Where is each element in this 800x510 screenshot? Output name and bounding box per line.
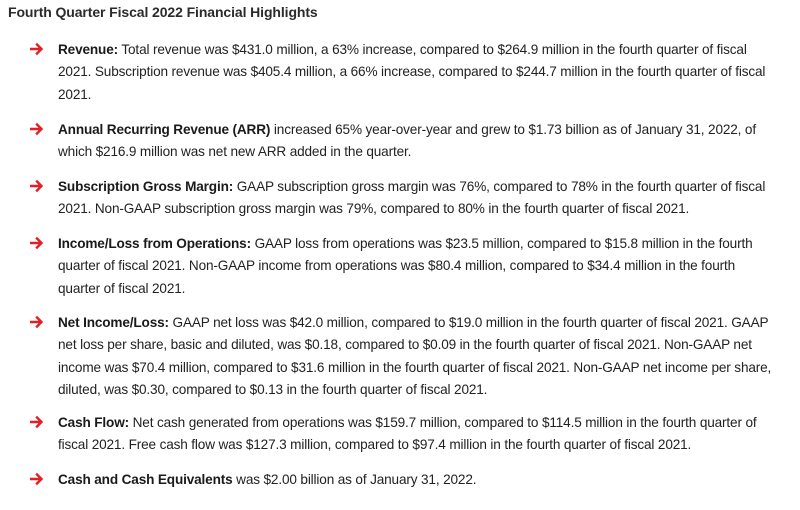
highlight-body: Total revenue was $431.0 million, a 63% increase, compared to $264.9 million in the fourth quarter of fiscal 2021. Subscription revenue was $405.4 million, a 66% increase, compared to $244.7 million in the fourth quarter of fiscal 2021. [58, 42, 766, 102]
arrow-right-icon [30, 415, 44, 429]
highlight-label: Annual Recurring Revenue (ARR) [58, 122, 271, 137]
highlight-body: GAAP loss from operations was $23.5 million, compared to $15.8 million in the fourth quarter of fiscal 2021. Non-GAAP income from operations was $80.4 million, compared to $34.4 million in the fourth quarter of fiscal 2021. [58, 236, 753, 296]
highlight-text [58, 312, 780, 402]
highlight-body: was $2.00 billion as of January 31, 2022. [232, 472, 477, 487]
arrow-right-icon [30, 179, 44, 193]
highlight-body: Net cash generated from operations was $159.7 million, compared to $114.5 million in the fourth quarter of fiscal 2021. Free cash flow was $127.3 million, compared to $97.4 million in the fourth quarter of fiscal 2021. [58, 415, 757, 453]
highlight-label: Income/Loss from Operations: [58, 236, 251, 251]
arrow-right-icon [30, 472, 44, 486]
section-heading: Fourth Quarter Fiscal 2022 Financial Highlights [8, 4, 318, 20]
highlight-body: GAAP net loss was $42.0 million, compared to $19.0 million in the fourth quarter of fiscal 2021. GAAP net loss per share, basic and diluted, was $0.18, compared to $0.09 in the fourth quarter of fiscal 2021. Non-GAAP net income was $70.4 million, compared to $31.6 million in the fourth quarter of fiscal 2021. Non-GAAP net income per share, diluted, was $0.30, compared to $0.13 in the fourth quarter of fiscal 2021. [58, 315, 772, 398]
highlight-body: increased 65% year-over-year and grew to $1.73 billion as of January 31, 2022, of which $216.9 million was net new ARR added in the quarter. [58, 122, 756, 160]
highlight-text [58, 119, 780, 164]
highlight-text [58, 39, 780, 106]
highlight-label: Net Income/Loss: [58, 315, 169, 330]
highlight-text [58, 176, 780, 221]
highlight-label: Revenue: [58, 42, 118, 57]
arrow-right-icon [30, 122, 44, 136]
highlight-text [58, 233, 780, 300]
arrow-right-icon [30, 315, 44, 329]
highlight-body: GAAP subscription gross margin was 76%, compared to 78% in the fourth quarter of fiscal 2021. Non-GAAP subscription gross margin was 79%, compared to 80% in the fourth quarter of fiscal 2021. [58, 179, 766, 217]
highlight-label: Cash and Cash Equivalents [58, 472, 233, 487]
arrow-right-icon [30, 42, 44, 56]
arrow-right-icon [30, 236, 44, 250]
highlight-label: Subscription Gross Margin: [58, 179, 234, 194]
highlight-label: Cash Flow: [58, 415, 130, 430]
highlight-text [58, 412, 780, 457]
highlight-text [58, 469, 780, 491]
